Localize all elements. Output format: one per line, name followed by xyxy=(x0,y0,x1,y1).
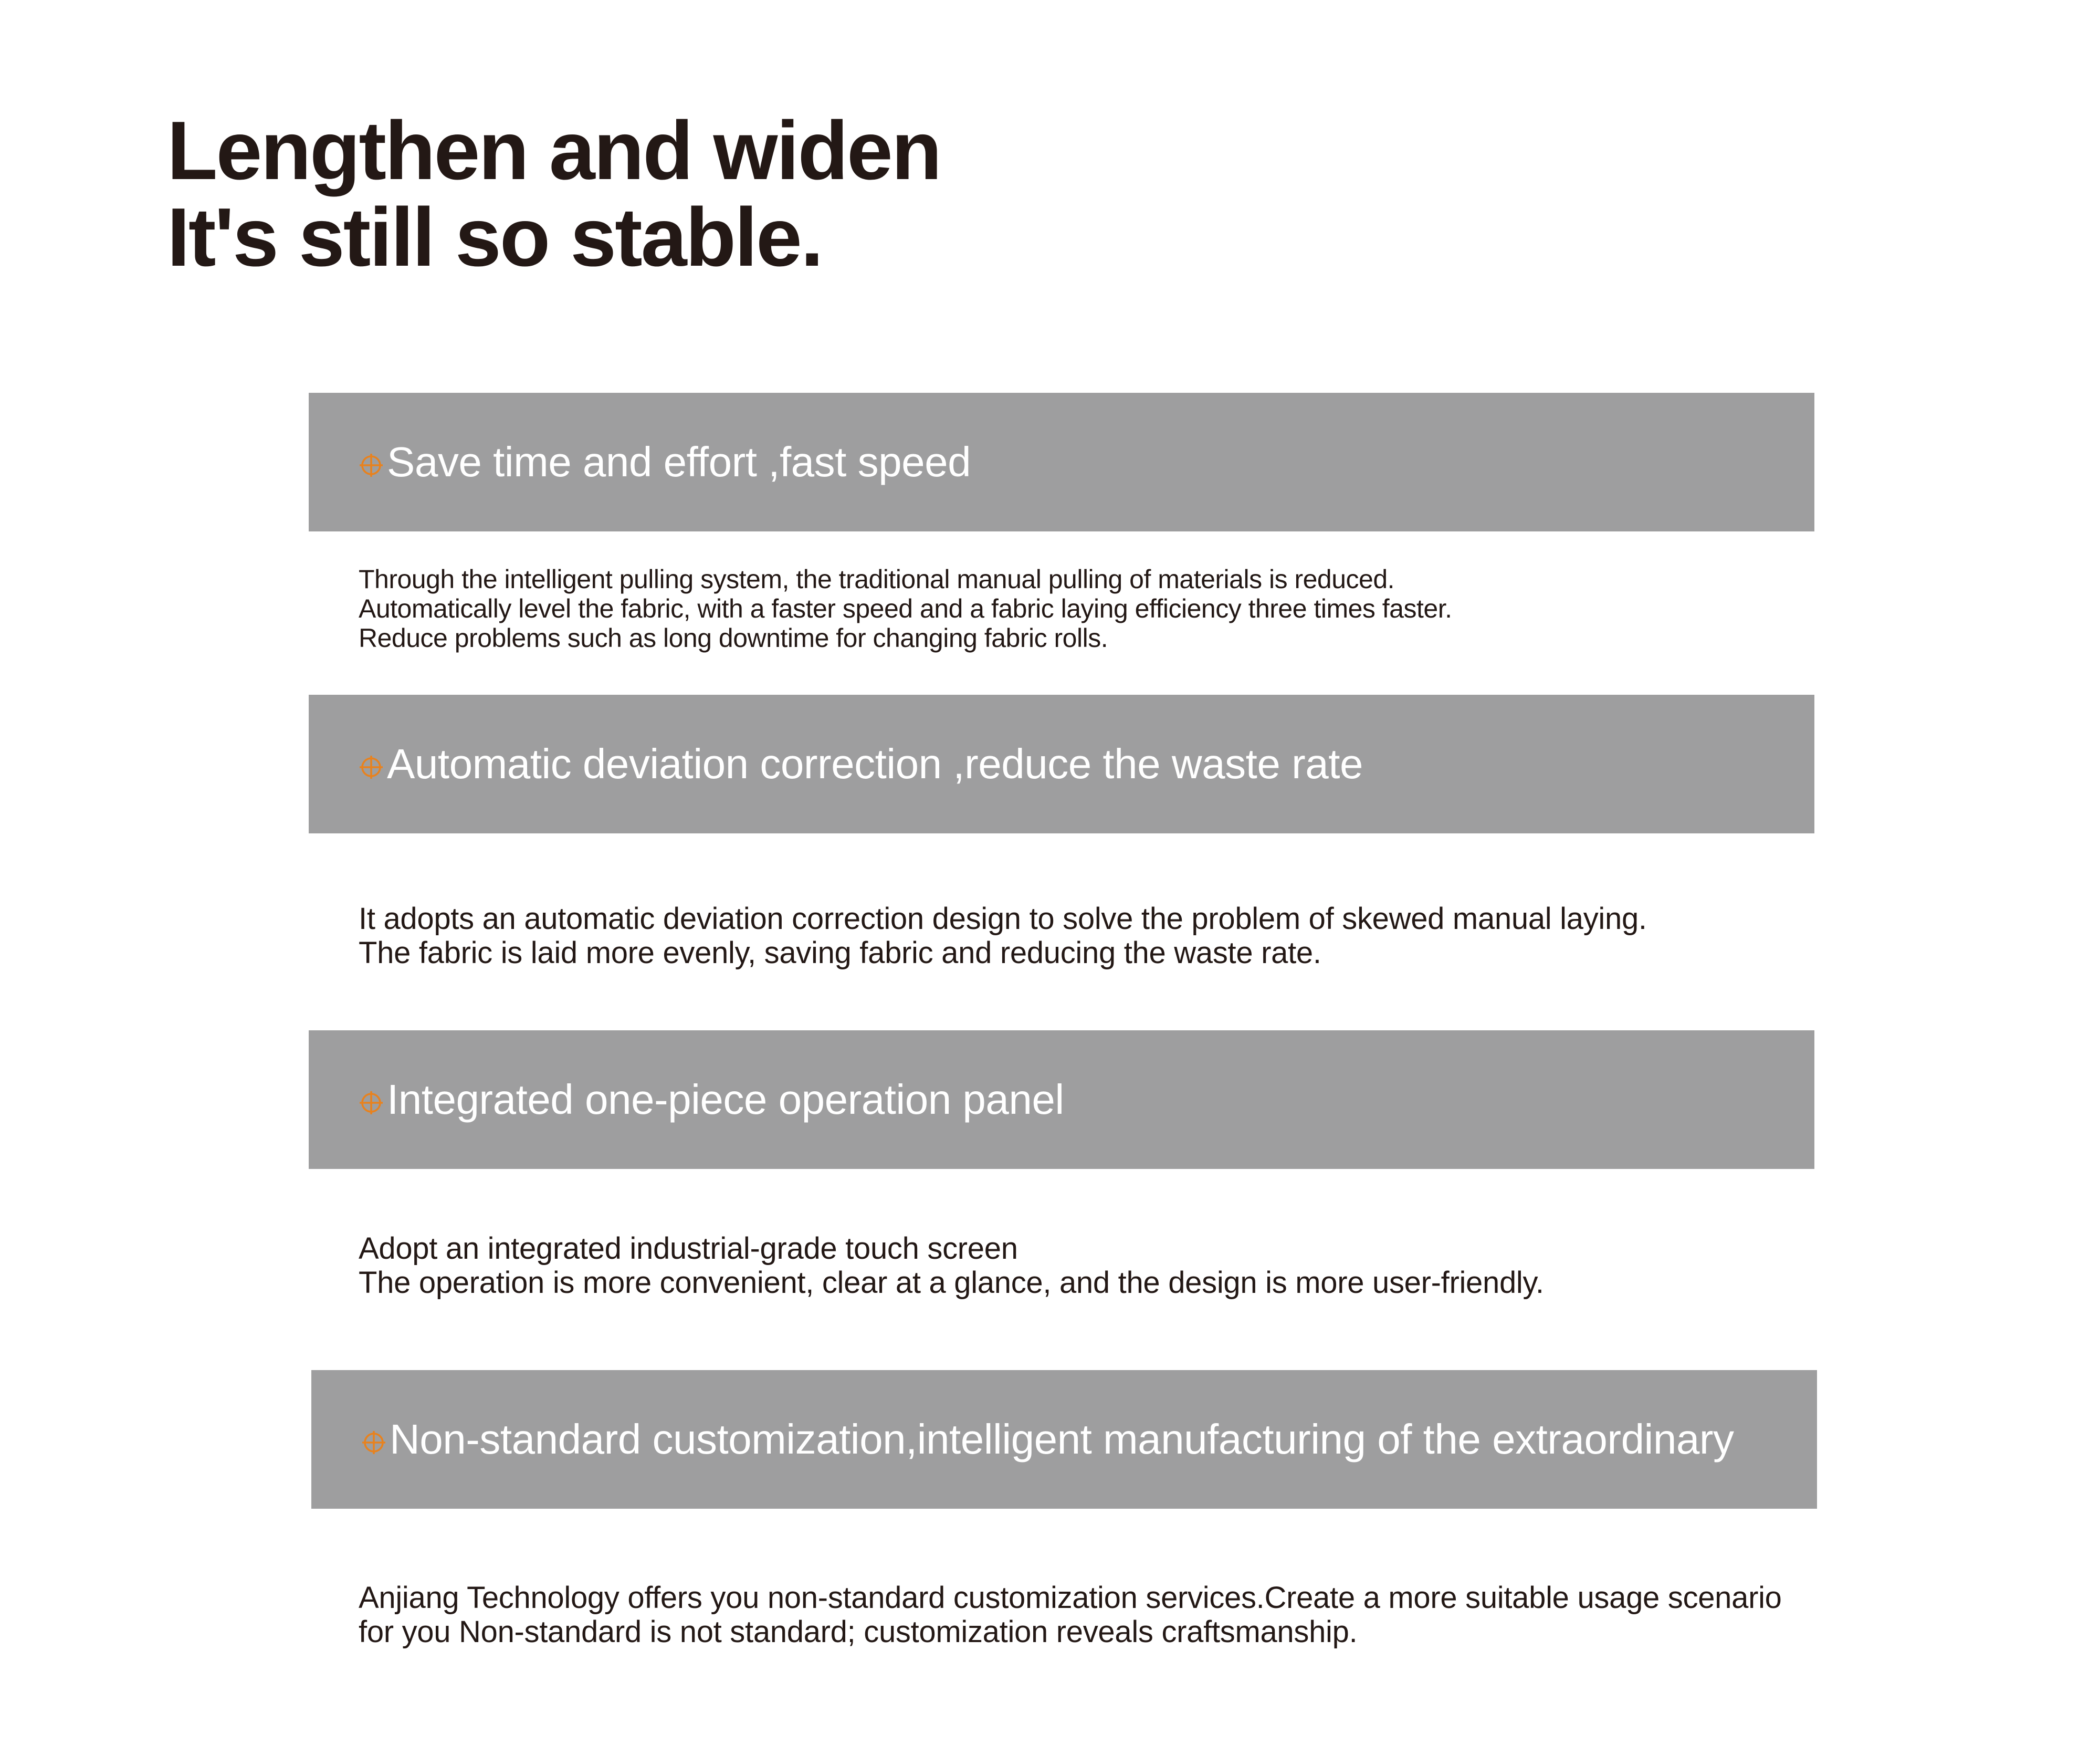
feature-description-4 xyxy=(359,1581,1782,1649)
crosshair-icon xyxy=(359,755,384,780)
feature-1-line-1: Through the intelligent pulling system, the traditional manual pulling of materials is reduced. xyxy=(359,565,1395,594)
feature-bar-3 xyxy=(309,1030,1814,1169)
feature-description-2 xyxy=(359,902,1647,970)
feature-title-4: Non-standard customization,intelligent manufacturing of the extraordinary xyxy=(390,1416,1734,1462)
feature-2-line-2: The fabric is laid more evenly, saving fabric and reducing the waste rate. xyxy=(359,936,1321,970)
feature-bar-2 xyxy=(309,695,1814,833)
crosshair-icon xyxy=(359,1090,384,1115)
feature-1-line-3: Reduce problems such as long downtime for changing fabric rolls. xyxy=(359,623,1108,653)
headline-line-2: It's still so stable. xyxy=(167,191,822,284)
feature-4-line-1: Anjiang Technology offers you non-standard customization services.Create a more suitable usage scenario xyxy=(359,1581,1782,1615)
feature-description-3 xyxy=(359,1231,1544,1300)
feature-title-2: Automatic deviation correction ,reduce the waste rate xyxy=(387,740,1363,787)
feature-bar-4 xyxy=(311,1370,1817,1509)
feature-4-line-2: for you Non-standard is not standard; customization reveals craftsmanship. xyxy=(359,1615,1358,1649)
feature-2-line-1: It adopts an automatic deviation correction design to solve the problem of skewed manual laying. xyxy=(359,902,1647,936)
feature-3-line-1: Adopt an integrated industrial-grade touch screen xyxy=(359,1231,1018,1266)
headline-line-1: Lengthen and widen xyxy=(167,105,941,197)
crosshair-icon xyxy=(359,453,384,478)
feature-1-line-2: Automatically level the fabric, with a faster speed and a fabric laying efficiency three times faster. xyxy=(359,594,1452,623)
feature-description-1 xyxy=(359,565,1452,653)
crosshair-icon xyxy=(361,1430,386,1455)
page-headline xyxy=(167,105,941,284)
feature-bar-1 xyxy=(309,393,1814,531)
feature-title-1: Save time and effort ,fast speed xyxy=(387,438,971,485)
feature-3-line-2: The operation is more convenient, clear at a glance, and the design is more user-friendly. xyxy=(359,1266,1544,1300)
feature-title-3: Integrated one-piece operation panel xyxy=(387,1076,1064,1123)
